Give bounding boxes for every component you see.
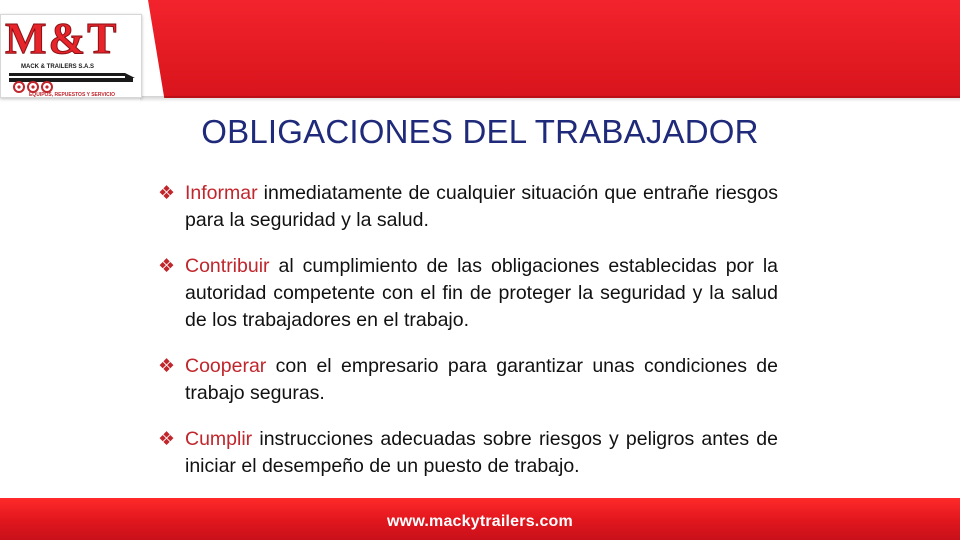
item-text: inmediatamente de cualquier situación que entrañe riesgos para la seguridad y la salud.: [185, 182, 778, 231]
trailer-icon: [7, 71, 137, 93]
diamond-bullet-icon: ❖: [158, 429, 176, 450]
item-keyword: Cumplir: [185, 428, 253, 450]
logo-tagline: EQUIPOS, REPUESTOS Y SERVICIO: [28, 92, 116, 98]
item-text: instrucciones adecuadas sobre riesgos y peligros antes de iniciar el desempeño de un puesto de trabajo.: [185, 428, 778, 477]
item-keyword: Informar: [185, 182, 258, 204]
item-text: al cumplimiento de las obligaciones establecidas por la autoridad competente con el fin de proteger la seguridad y la salud de los trabajadores en el trabajo.: [185, 255, 778, 331]
list-item: [158, 426, 778, 480]
list-item: [158, 353, 778, 407]
header-red-bar: [148, 0, 960, 98]
header-shadow: [140, 96, 960, 102]
list-item: [158, 180, 778, 234]
footer-website-link[interactable]: www.mackytrailers.com: [387, 513, 573, 530]
logo-company-name: MACK & TRAILERS S.A.S: [21, 64, 95, 70]
company-logo: [0, 14, 142, 98]
logo-letters: M&T: [5, 14, 119, 63]
diamond-bullet-icon: ❖: [158, 183, 176, 204]
obligations-list: [158, 180, 778, 480]
item-keyword: Contribuir: [185, 255, 270, 277]
item-text: con el empresario para garantizar unas condiciones de trabajo seguras.: [185, 355, 778, 404]
item-keyword: Cooperar: [185, 355, 267, 377]
diamond-bullet-icon: ❖: [158, 356, 176, 377]
page-title: OBLIGACIONES DEL TRABAJADOR: [201, 113, 759, 150]
list-item: [158, 253, 778, 334]
diamond-bullet-icon: ❖: [158, 256, 176, 277]
